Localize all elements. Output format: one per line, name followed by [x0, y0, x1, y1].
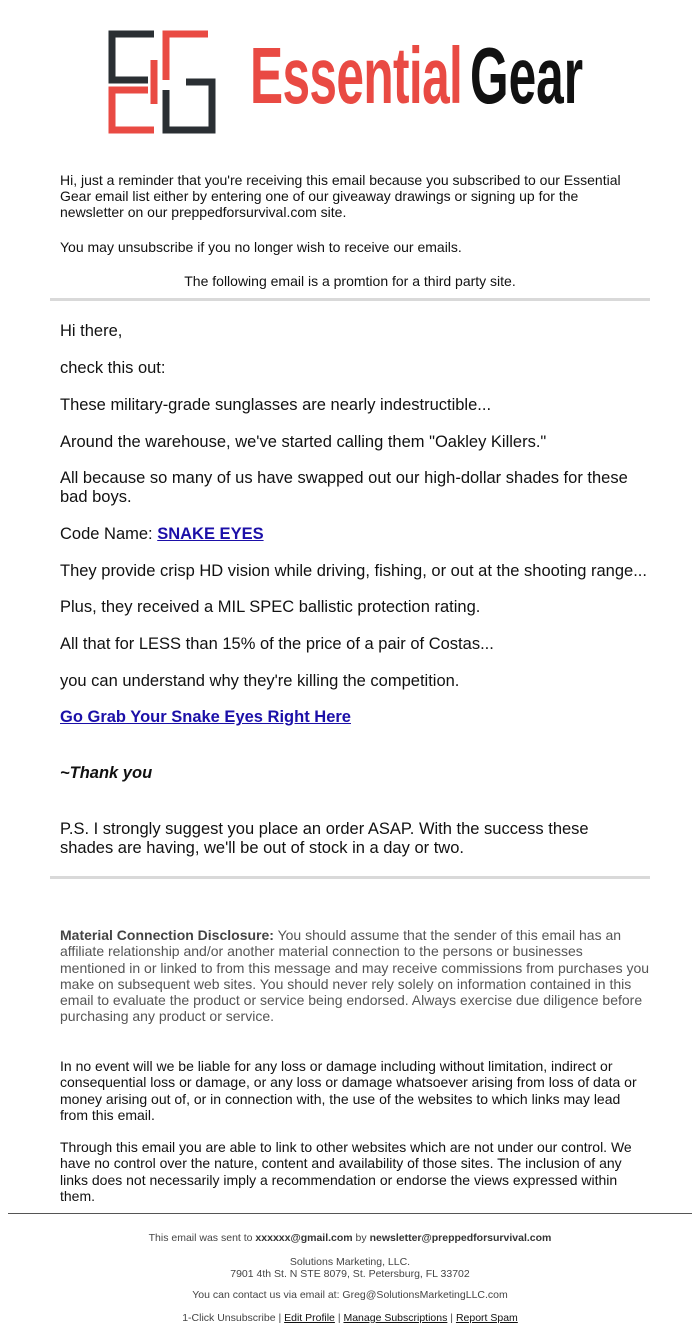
divider: [50, 298, 650, 301]
sent-prefix: This email was sent to: [148, 1232, 256, 1244]
body-line: They provide crisp HD vision while driving, fishing, or out at the shooting range...: [60, 562, 647, 580]
material-connection-disclosure: [60, 927, 650, 1025]
footer-divider: [8, 1213, 692, 1214]
third-party-note: The following email is a promtion for a third party site.: [184, 273, 516, 289]
report-spam-link[interactable]: Report Spam: [455, 1312, 518, 1324]
cta-line: [60, 708, 640, 727]
one-click-unsubscribe[interactable]: 1-Click Unsubscribe: [182, 1312, 276, 1324]
liability-notice: In no event will we be liable for any loss or damage including without limitation, indirect or consequential loss or damage, or any loss or damage whatsoever arising from loss of data or money arising out of, or in connection with, the use of the websites to which links may lead from this email.: [60, 1058, 637, 1123]
body-line: you can understand why they're killing the competition.: [60, 672, 460, 690]
brand-word-essential: Essential: [250, 31, 463, 120]
cta-link[interactable]: Go Grab Your Snake Eyes Right Here: [60, 708, 351, 726]
disclosure-text: You should assume that the sender of this email has an affiliate relationship and/or another material connection to the persons or businesses mentioned in or linked to from this message and may receive commissions from purchases you make on subsequent web sites. You should never rely solely on information contained in this email to evaluate the product or service being endorsed. Always exercise due diligence before purchasing any product or service.: [60, 927, 650, 1025]
brand-word-gear: Gear: [470, 31, 584, 120]
separator: |: [447, 1312, 456, 1324]
sender-email: newsletter@preppedforsurvival.com: [369, 1232, 552, 1244]
code-name-line: [60, 525, 640, 544]
greeting: Hi there,: [60, 322, 123, 340]
body-line: All that for LESS than 15% of the price of a pair of Costas...: [60, 635, 494, 653]
ps-note: P.S. I strongly suggest you place an order ASAP. With the success these shades are having, we'll be out of stock in a day or two.: [60, 820, 589, 857]
separator: |: [334, 1312, 344, 1324]
divider: [50, 876, 650, 879]
external-links-notice: Through this email you are able to link to other websites which are not under our control. We have no control over the nature, content and availability of those sites. The inclusion of any links does not necessarily imply a recommendation or endorse the views expressed within them.: [60, 1139, 632, 1204]
footer-links: [0, 1312, 700, 1324]
subscription-reminder: Hi, just a reminder that you're receiving this email because you subscribed to our Essential Gear email list either by entering one of our giveaway drawings or signing up for the newsletter on our preppedforsurvival.com site.: [60, 172, 621, 220]
recipient-email: xxxxxx@gmail.com: [255, 1232, 353, 1244]
sent-by-prefix: by: [352, 1232, 370, 1244]
signoff: ~Thank you: [60, 764, 153, 782]
contact-line: You can contact us via email at: Greg@SolutionsMarketingLLC.com: [192, 1289, 508, 1301]
company-name: Solutions Marketing, LLC.: [289, 1256, 411, 1268]
company-address: 7901 4th St. N STE 8079, St. Petersburg, FL 33702: [230, 1268, 470, 1280]
body-line: check this out:: [60, 359, 166, 377]
body-line: These military-grade sunglasses are nearly indestructible...: [60, 396, 492, 414]
sent-to-line: [0, 1232, 700, 1244]
body-line: All because so many of us have swapped out our high-dollar shades for these bad boys.: [60, 469, 628, 506]
body-line: Around the warehouse, we've started calling them "Oakley Killers.": [60, 433, 547, 451]
snake-eyes-link[interactable]: SNAKE EYES: [157, 525, 264, 543]
unsubscribe-note: You may unsubscribe if you no longer wish to receive our emails.: [60, 239, 462, 255]
edit-profile-link[interactable]: Edit Profile: [284, 1312, 335, 1324]
body-line: Plus, they received a MIL SPEC ballistic protection rating.: [60, 598, 481, 616]
essential-gear-logo-icon: [108, 30, 216, 136]
disclosure-label: Material Connection Disclosure:: [60, 927, 274, 943]
manage-subscriptions-link[interactable]: Manage Subscriptions: [343, 1312, 448, 1324]
separator: |: [275, 1312, 285, 1324]
brand-wordmark: [250, 30, 592, 130]
code-name-label: Code Name:: [60, 525, 158, 543]
